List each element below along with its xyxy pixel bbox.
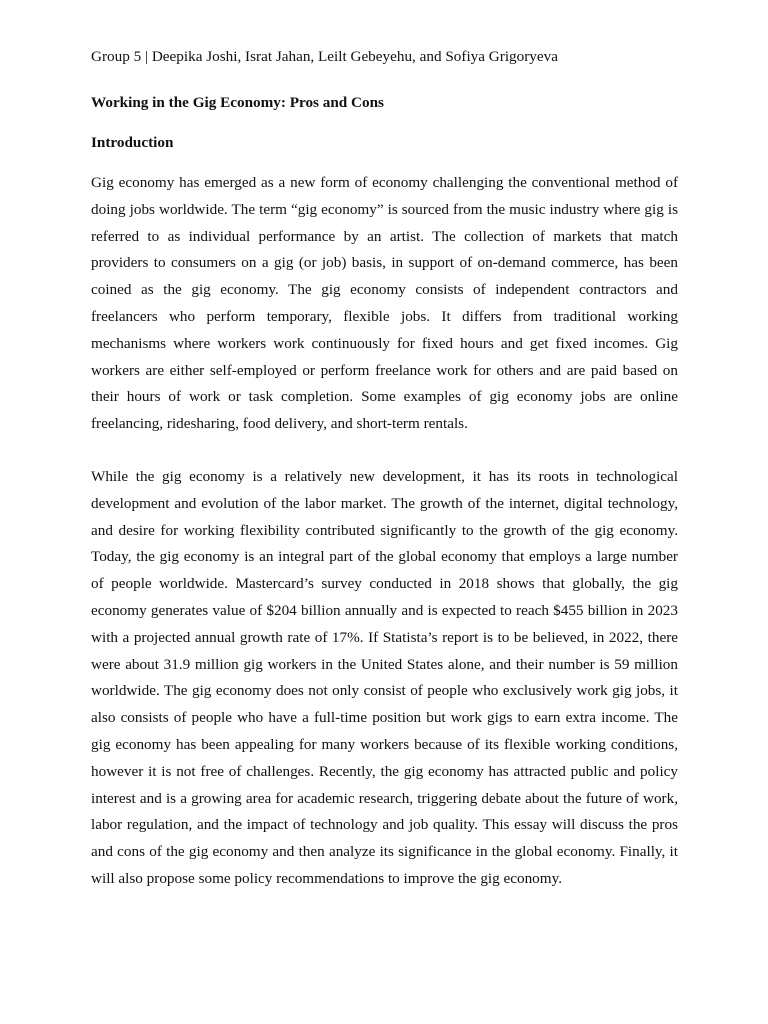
document-body — [91, 44, 678, 893]
section-heading-introduction: Introduction — [91, 134, 174, 151]
authors-header: Group 5 | Deepika Joshi, Israt Jahan, Leilt Gebeyehu, and Sofiya Grigoryeva — [91, 48, 558, 65]
intro-paragraph-1: Gig economy has emerged as a new form of economy challenging the conventional method of doing jobs worldwide. The term “gig economy” is sourced from the music industry where gig is referred to as individual performance by an artist. The collection of markets that match providers to consumers on a gig (or job) basis, in support of on-demand commerce, has been coined as the gig economy. The gig economy consists of independent contractors and freelancers who perform temporary, flexible jobs. It differs from traditional working mechanisms where workers work continuously for fixed hours and get fixed incomes. Gig workers are either self-employed or perform freelance work for others and are paid based on their hours of work or task completion. Some examples of gig economy jobs are online freelancing, ridesharing, food delivery, and short-term rentals. — [91, 174, 678, 433]
document-title: Working in the Gig Economy: Pros and Cons — [91, 94, 384, 111]
intro-paragraph-2: While the gig economy is a relatively new development, it has its roots in technological development and evolution of the labor market. The growth of the internet, digital technology, and desire for working flexibility contributed significantly to the growth of the gig economy. Today, the gig economy is an integral part of the global economy that employs a large number of people worldwide. Mastercard’s survey conducted in 2018 shows that globally, the gig economy generates value of $204 billion annually and is expected to reach $455 billion in 2023 with a projected annual growth rate of 17%. If Statista’s report is to be believed, in 2022, there were about 31.9 million gig workers in the United States alone, and their number is 59 million worldwide. The gig economy does not only consist of people who exclusively work gig jobs, it also consists of people who have a full-time position but work gigs to earn extra income. The gig economy has been appealing for many workers because of its flexible working conditions, however it is not free of challenges. Recently, the gig economy has attracted public and policy interest and is a growing area for academic research, triggering debate about the future of work, labor regulation, and the impact of technology and job quality. This essay will discuss the pros and cons of the gig economy and then analyze its significance in the global economy. Finally, it will also propose some policy recommendations to improve the gig economy. — [91, 467, 678, 887]
